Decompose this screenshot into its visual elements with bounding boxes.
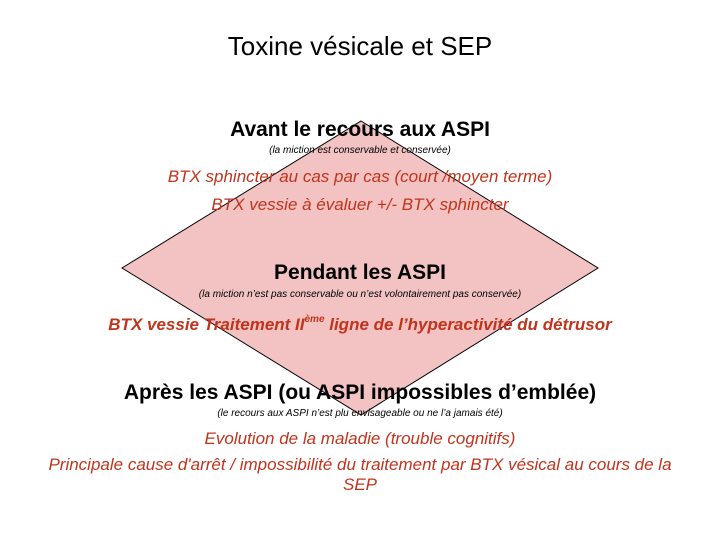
after-line-1: Evolution de la maladie (trouble cognitifs): [204, 429, 516, 448]
after-line-2: Principale cause d'arrêt / impossibilité du traitement par BTX vésical au cours de la SEP: [48, 455, 672, 494]
before-line-2: BTX vessie à évaluer +/- BTX sphincter: [211, 195, 509, 214]
note-before: (la miction est conservable et conservée): [269, 145, 451, 156]
heading-during: Pendant les ASPI: [274, 261, 446, 284]
during-line-superscript: ème: [304, 314, 325, 326]
before-line-1: BTX sphincter au cas par cas (court /moyen terme): [167, 167, 553, 186]
heading-before: Avant le recours aux ASPI: [230, 118, 490, 141]
during-line-suffix: ligne de l’hyperactivité du détrusor: [324, 315, 612, 334]
slide-title: Toxine vésicale et SEP: [227, 31, 493, 61]
heading-after: Après les ASPI (ou ASPI impossibles d’emblée): [123, 381, 597, 404]
during-line: [0, 316, 720, 333]
during-line-prefix: BTX vessie Traitement II: [108, 315, 305, 334]
note-during: (la miction n’est pas conservable ou n’est volontairement pas conservée): [198, 289, 522, 300]
note-after: (le recours aux ASPI n’est plu envisageable ou ne l’a jamais été): [217, 408, 503, 419]
